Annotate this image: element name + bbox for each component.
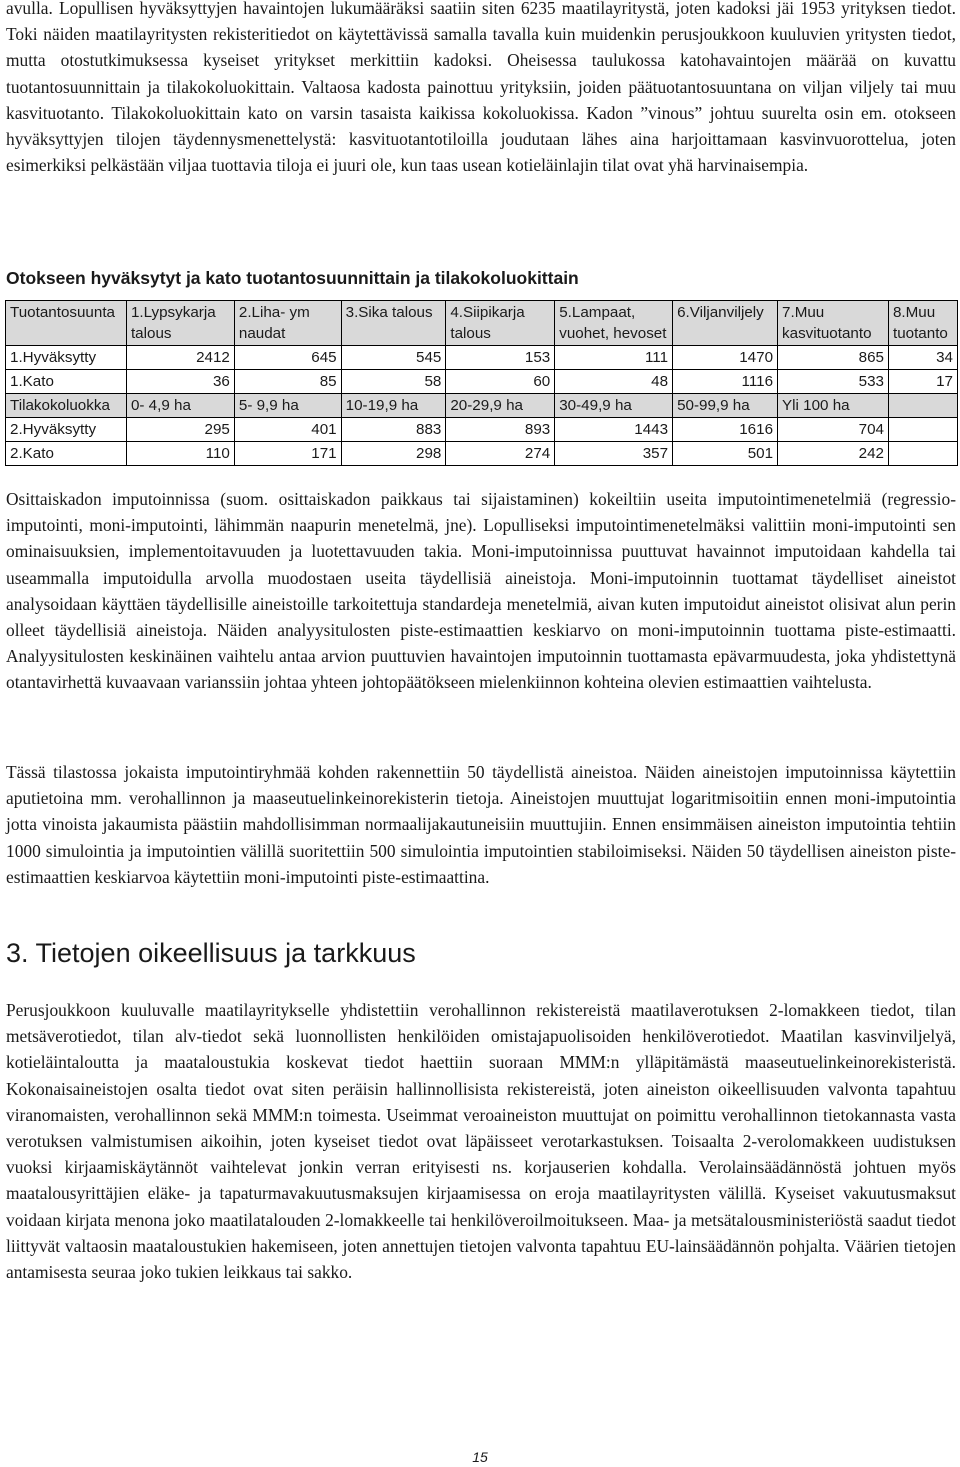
table-cell: 111 [555,346,673,370]
table-cell: 30-49,9 ha [555,394,673,418]
table-cell: 1116 [673,370,778,394]
table-row [6,418,958,442]
table-cell: 1.Lypsykarja talous [126,301,234,346]
table-cell: 34 [888,346,957,370]
table-cell: Yli 100 ha [778,394,889,418]
table-cell: 1616 [673,418,778,442]
table-cell: 0- 4,9 ha [126,394,234,418]
row-label-cell: 1.Kato [6,370,127,394]
table-cell: 1470 [673,346,778,370]
table-cell: 2412 [126,346,234,370]
table-cell [888,394,957,418]
table-cell: 4.Siipikarja talous [446,301,555,346]
table-cell: 2.Liha- ym naudat [234,301,341,346]
paragraph-text: Osittaiskadon imputoinnissa (suom. osittaiskadon paikkaus tai sijaistaminen) kokeiltiin useita imputointimenetelmiä (regressio-imputointi, moni-imputointi, lähimmän naapurin menetelmä, jne). Lopulliseksi imputointimenetelmäksi valittiin moni-imputointi sen ominaisuuksien, implementoitavuuden ja luotettavuuden takia. Moni-imputoinnissa puuttuvat havainnot imputoidaan kahdella tai useammalla imputoidulla arvolla muodostaen useita täydellisiä aineistoja. Moni-imputoinnin tuottamat täydelliset aineistot analysoidaan käyttäen täydellisille aineistoille tarkoitettuja standardeja menetelmiä, aivan kuten imputoidut aineistot olisivat alun perin olleet täydellisiä aineistoja. Näiden analyysitulosten piste-estimaattien keskiarvo on moni-imputoinnin tuottama piste-estimaatti. Analyysitulosten keskinäinen vaihtelu antaa arvion puuttuvien havaintojen imputoinnin tuottamasta epävarmuudesta, joka yhdistettynä otantavirhettä kuvaavaan varianssiin johtaa yhteen johtopäätökseen mielenkiinnon kohteina olevien estimaattien vaihtelusta. [6,489,956,693]
table-cell: 58 [341,370,446,394]
paragraph-text: avulla. Lopullisen hyväksyttyjen havaintojen lukumääräksi saatiin siten 6235 maatilayritystä, joten kadoksi jäi 1953 yrityksen tiedot. Toki näiden maatilayritysten rekisteritiedot on käytettävissä samalla tavalla kuin muidenkin perusjoukkoon kuuluvien yritysten tiedot, mutta otostutkimuksessa kyseiset yritykset merkittiin kadoksi. Oheisessa taulukossa katohavaintojen määrää on kuvattu tuotantosuunnittain ja tilakokoluokittain. Valtaosa kadosta painottuu yrityksiin, joiden päätuotantosuuntana on viljan viljely tai muu kasvituotanto. Tilakokoluokittain kato on varsin tasaista kaikissa kokoluokissa. Kadon ”vinous” johtuu suurelta osin em. otokseen hyväksyttyjen tilojen täydennysmenettelystä: kasvituotantotiloilla joudutaan lähes aina harjoittamaan kasvinvuorottelua, joten esimerkiksi pelkästään viljaa tuottavia tiloja ei juuri ole, kun taas usean kotieläinlajin tilat ovat yhä harvinaisempia. [6,0,956,176]
table-cell: 60 [446,370,555,394]
table-cell: 357 [555,442,673,466]
paragraph-text: Tässä tilastossa jokaista imputointiryhmää kohden rakennettiin 50 täydellistä aineistoa. Näiden aineistojen imputoinnissa käytettiin aputietoina mm. verohallinnon ja maaseutuelinkeinorekisterin tietoja. Aineistojen muuttujat logaritmisoitiin ennen moni-imputointia jotta vinoista jakaumista päästiin mahdollisimman normaalijakautuneisiin muuttujiin. Ennen ensimmäisen aineiston imputointia tehtiin 1000 simulointia ja imputointien välillä suoritettiin 500 simulointia imputointien stabiloimiseksi. Näiden 50 täydellisen aineiston piste-estimaattien keskiarvoa käytettiin moni-imputointi piste-estimaattina. [6,762,956,887]
table-cell: 85 [234,370,341,394]
table-cell: 6.Viljanviljely [673,301,778,346]
paragraph-imputation [6,486,956,696]
nonresponse-table [5,300,958,466]
table-row [6,442,958,466]
table-cell: 893 [446,418,555,442]
table-cell: 242 [778,442,889,466]
table-cell: 50-99,9 ha [673,394,778,418]
table-row [6,370,958,394]
table-cell: 110 [126,442,234,466]
row-label-cell: 1.Hyväksytty [6,346,127,370]
table-header-row [6,301,958,346]
table-cell: 153 [446,346,555,370]
row-label-cell: 2.Hyväksytty [6,418,127,442]
table-cell: 3.Sika talous [341,301,446,346]
table-cell: 401 [234,418,341,442]
table-cell: 5- 9,9 ha [234,394,341,418]
table-cell: 274 [446,442,555,466]
table-cell: 17 [888,370,957,394]
table-cell: 171 [234,442,341,466]
table-cell: 1443 [555,418,673,442]
paragraph-imputation-details [6,759,956,890]
table-cell: 36 [126,370,234,394]
table-cell: 8.Muu tuotanto [888,301,957,346]
table-cell: 645 [234,346,341,370]
table-cell: 7.Muu kasvituotanto [778,301,889,346]
row-label-cell: Tilakokoluokka [6,394,127,418]
table-cell: 865 [778,346,889,370]
page-number: 15 [472,1449,488,1465]
table-cell: 295 [126,418,234,442]
table-cell: 10-19,9 ha [341,394,446,418]
table-cell: 704 [778,418,889,442]
table-cell: 501 [673,442,778,466]
table-cell: 5.Lampaat, vuohet, hevoset [555,301,673,346]
table-cell: 883 [341,418,446,442]
paragraph-nonresponse [6,0,956,178]
table-row [6,346,958,370]
table-cell: 20-29,9 ha [446,394,555,418]
table-cell [888,442,957,466]
table-cell: 298 [341,442,446,466]
paragraph-accuracy [6,997,956,1285]
section-heading: 3. Tietojen oikeellisuus ja tarkkuus [6,938,416,968]
table-cell: 545 [341,346,446,370]
table-cell [888,418,957,442]
table-cell: 533 [778,370,889,394]
row-label-cell: Tuotantosuunta [6,301,127,346]
size-class-header-row [6,394,958,418]
row-label-cell: 2.Kato [6,442,127,466]
table-cell: 48 [555,370,673,394]
paragraph-text: Perusjoukkoon kuuluvalle maatilayritykselle yhdistettiin verohallinnon rekistereistä maatilaverotuksen 2-lomakkeen tiedot, tilan metsäverotiedot, tilan alv-tiedot sekä luonnollisten henkilöiden omistajapuolisoiden henkilöverotiedot. Maatilan kasvinviljelyä, kotieläintaloutta ja maataloustukia koskevat tiedot haettiin suoraan MMM:n ylläpitämästä maaseutuelinkeinorekisteristä. Kokonaisaineistojen osalta tiedot ovat siten peräisin hallinnollisista rekistereistä, joten aineiston oikeellisuuden valvonta tapahtuu viranomaisten, verohallinnon sekä MMM:n toimesta. Useimmat veroaineiston muuttujat on poimittu verohallinnon tietokannasta vasta verotuksen valmistumisen aikoihin, joten kyseiset tiedot ovat läpäisseet verotarkastuksen. Toisaalta 2-verolomakkeen uudistuksen vuoksi kirjaamiskäytännöt vaihtelevat jonkin verran erityisesti ns. korjauserien kohdalla. Verolainsäädännöstä johtuen myös maatalousyrittäjien eläke- ja tapaturmavakuutusmaksujen kirjaamisessa on eroja maatilayritysten välillä. Kyseiset vakuutusmaksut voidaan kirjata menona joko maatilatalouden 2-lomakkeelle tai henkilöveroilmoitukseen. Maa- ja metsätalousministeriöstä saadut tiedot liittyvät valtaosin maataloustukien hakemiseen, joten annettujen tietojen valvonta tapahtuu EU-lainsäädännön pohjalta. Väärien tietojen antamisesta seuraa joko tukien leikkaus tai sakko. [6,1000,956,1283]
table-title: Otokseen hyväksytyt ja kato tuotantosuunnittain ja tilakokoluokittain [6,268,579,288]
